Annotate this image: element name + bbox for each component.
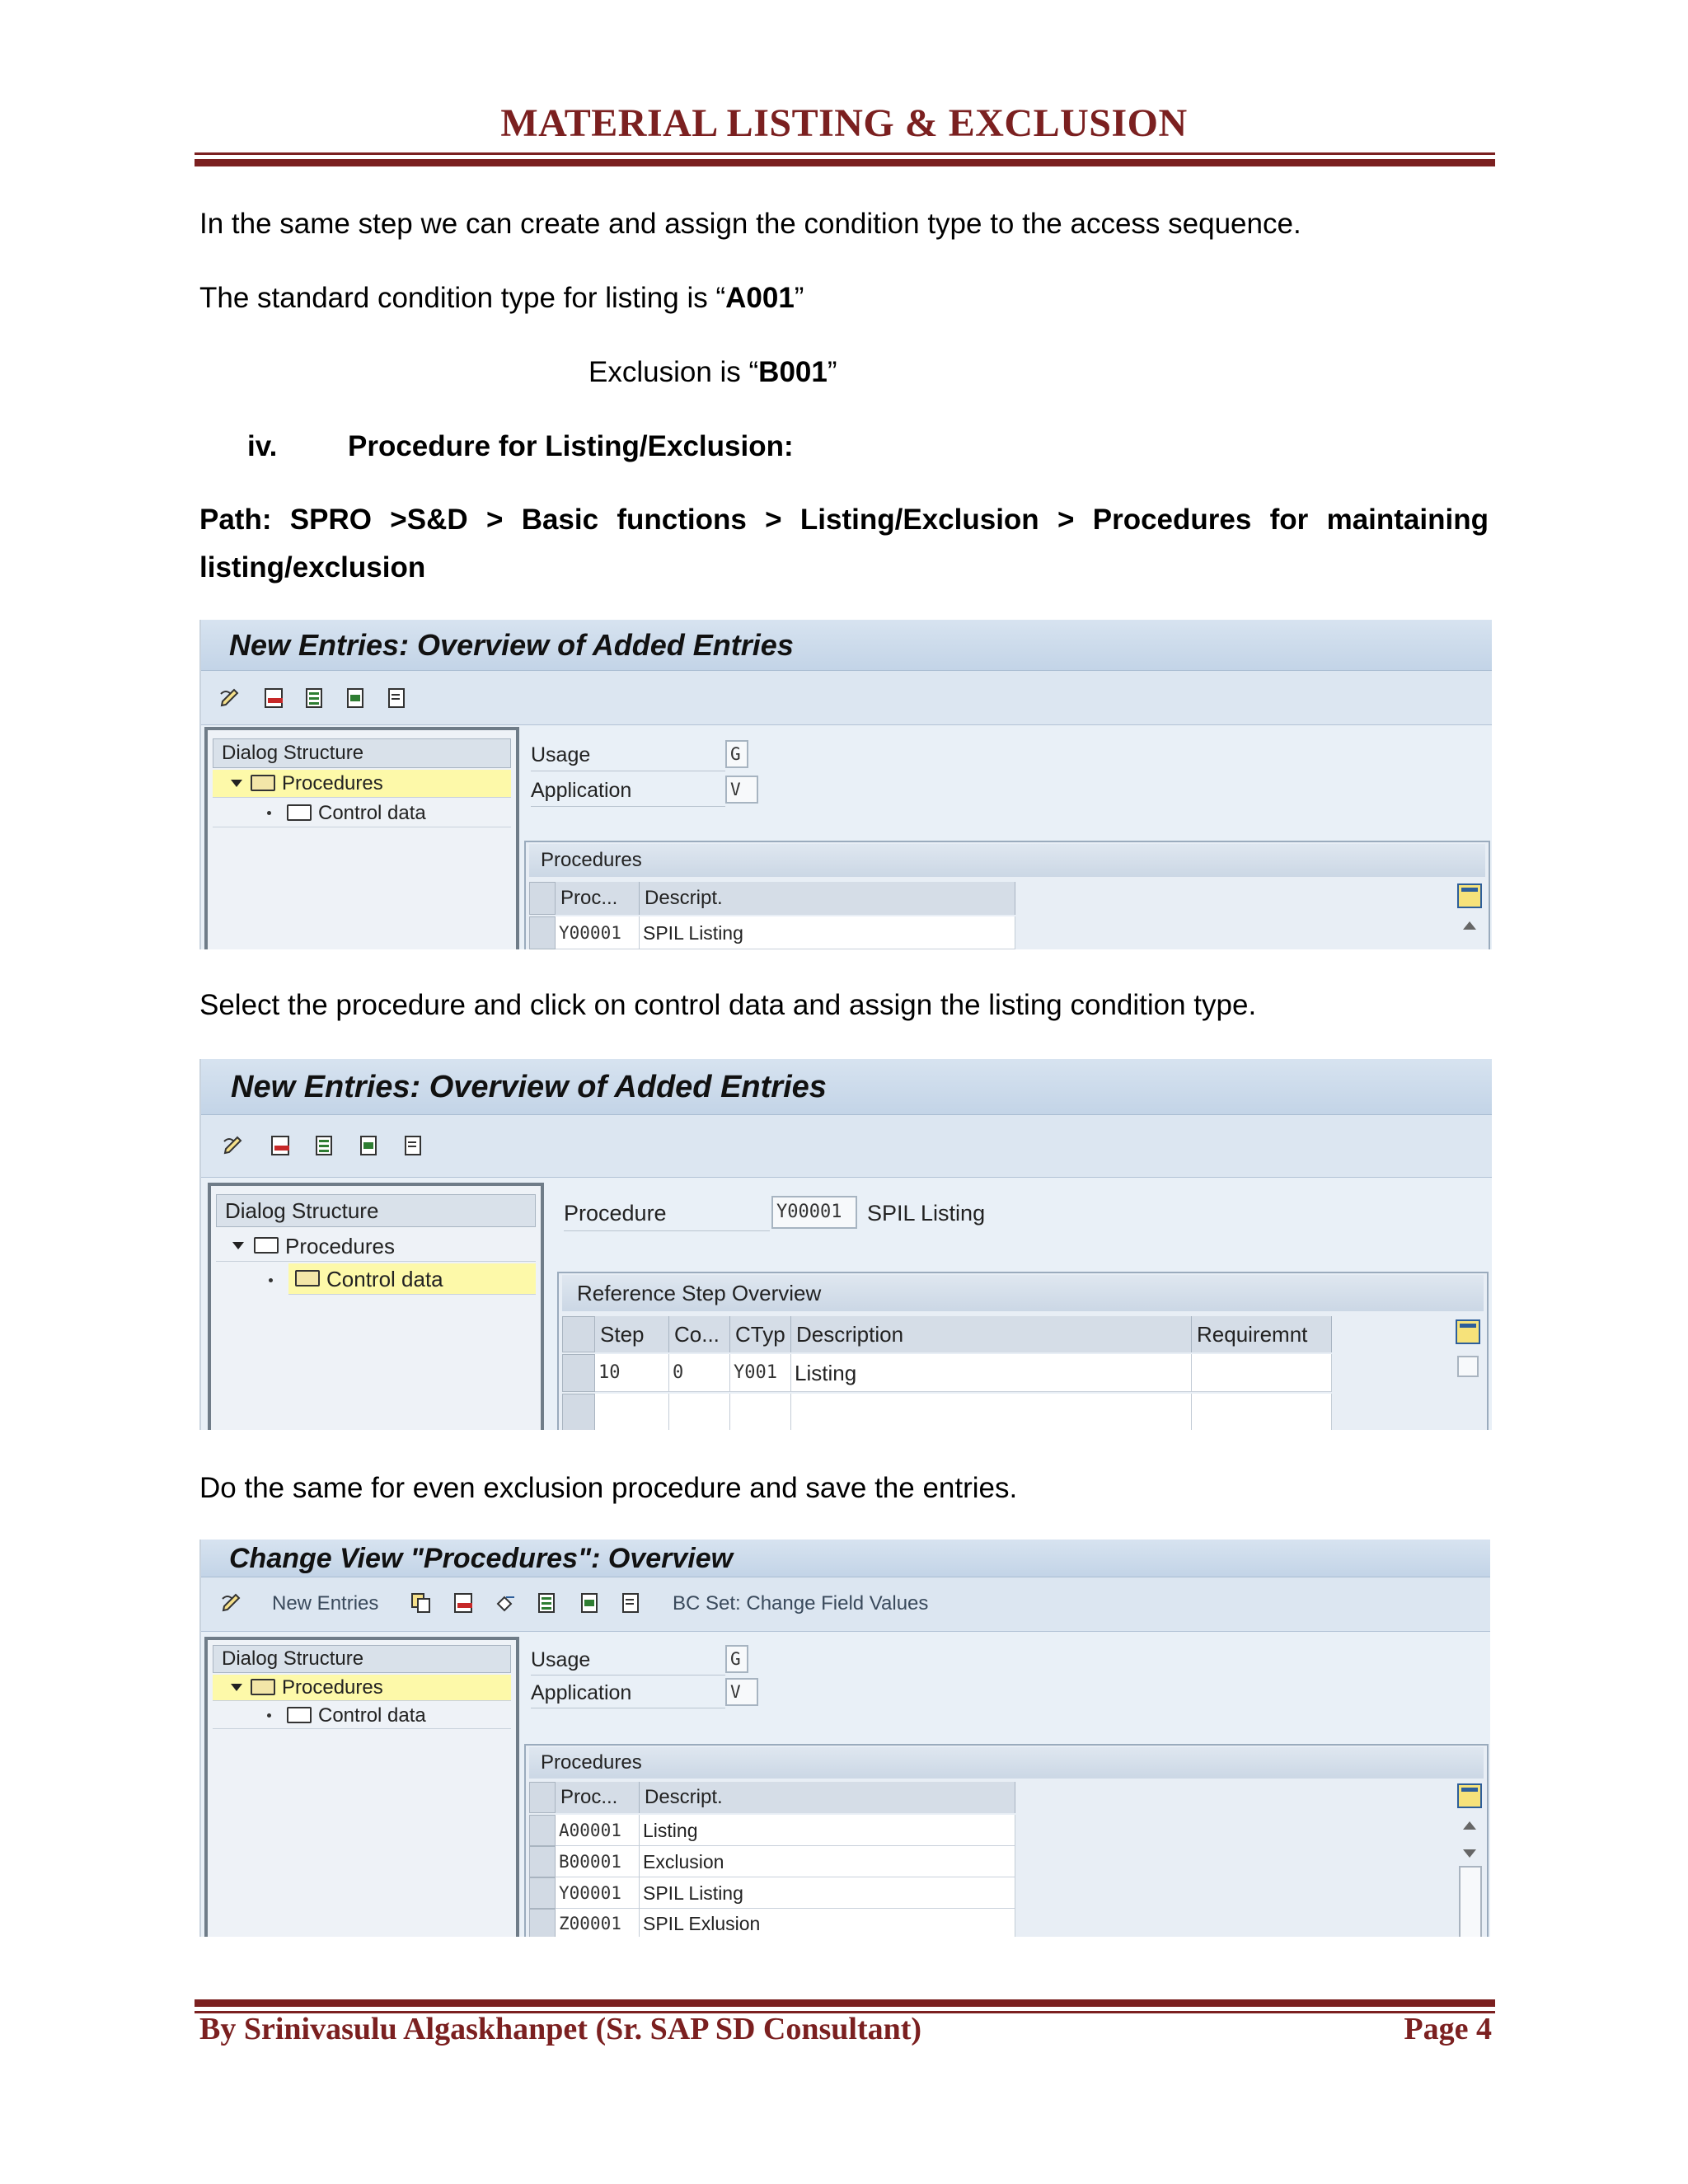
row-selector[interactable] [529, 1846, 556, 1877]
select-all-rows-button[interactable] [529, 1782, 556, 1813]
footer-author: By Srinivasulu Algaskhanpet (Sr. SAP SD Consultant) [199, 2012, 922, 2046]
path-part: >S&D [390, 504, 468, 536]
table-cell[interactable]: B00001 [556, 1846, 640, 1877]
tree-item-control-data[interactable] [213, 799, 511, 827]
scroll-down-icon[interactable] [1463, 1849, 1476, 1858]
select-block-icon[interactable] [359, 1135, 381, 1156]
scrollbar[interactable] [1459, 1866, 1482, 1937]
path-part: maintaining [1326, 504, 1489, 536]
delete-row-icon[interactable] [264, 687, 285, 709]
section-number: iv. [247, 430, 278, 462]
select-all-icon[interactable] [305, 687, 326, 709]
toolbar [201, 671, 1492, 725]
path-part: Path: [199, 504, 272, 536]
tree-item-label: Control data [326, 1267, 443, 1291]
paragraph-2-text: The standard condition type for listing is “ [199, 282, 726, 314]
expand-arrow-icon[interactable] [231, 780, 242, 787]
application-label: Application [531, 1678, 725, 1708]
procedure-name: SPIL Listing [867, 1201, 986, 1226]
toolbar [201, 1577, 1490, 1632]
table-cell[interactable]: 10 [595, 1354, 669, 1392]
select-all-icon[interactable] [315, 1135, 336, 1156]
folder-open-icon [251, 775, 275, 791]
table-cell[interactable]: Y00001 [556, 1877, 640, 1909]
select-all-rows-button[interactable] [562, 1316, 595, 1352]
paragraph-3 [588, 354, 837, 391]
path-part: SPRO [289, 504, 372, 536]
column-header[interactable]: Proc... [556, 1782, 640, 1813]
table-cell[interactable]: Listing [791, 1354, 1192, 1392]
column-header[interactable]: CTyp [730, 1316, 791, 1352]
path-part: > [765, 504, 782, 536]
select-all-rows-button[interactable] [529, 882, 556, 915]
usage-label: Usage [531, 739, 725, 771]
bullet-icon [269, 1278, 273, 1282]
exclusion-code: B001 [758, 356, 828, 388]
row-selector[interactable] [529, 916, 556, 949]
procedure-field[interactable]: Y00001 [771, 1196, 857, 1229]
new-entries-button[interactable]: New Entries [272, 1592, 379, 1615]
table-cell[interactable]: SPIL Exlusion [640, 1909, 1015, 1937]
tree-item-procedures[interactable] [213, 1675, 511, 1701]
paragraph-5: Do the same for even exclusion procedure and save the entries. [199, 1472, 1018, 1504]
deselect-icon[interactable] [621, 1592, 643, 1614]
bullet-icon [267, 1713, 271, 1718]
table-cell[interactable]: SPIL Listing [640, 916, 1015, 949]
expand-arrow-icon[interactable] [232, 1242, 244, 1249]
column-header[interactable]: Description [791, 1316, 1192, 1352]
delete-row-icon[interactable] [270, 1135, 292, 1156]
undo-icon[interactable] [495, 1592, 516, 1614]
select-block-icon[interactable] [580, 1592, 602, 1614]
table-cell[interactable] [1192, 1354, 1332, 1392]
paragraph-3-text: Exclusion is “ [588, 356, 759, 388]
page-title: MATERIAL LISTING & EXCLUSION [500, 101, 1188, 145]
usage-field[interactable]: G [725, 1645, 748, 1673]
application-field[interactable]: V [725, 1678, 758, 1706]
dialog-structure-panel [208, 1183, 544, 1430]
application-label: Application [531, 775, 725, 807]
dialog-structure-header: Dialog Structure [216, 1194, 536, 1227]
deselect-icon[interactable] [404, 1135, 425, 1156]
reference-step-table [557, 1272, 1489, 1430]
column-header[interactable]: Requiremnt [1192, 1316, 1332, 1352]
column-header[interactable]: Proc... [556, 882, 640, 915]
edit-icon[interactable] [219, 687, 241, 709]
paragraph-1: In the same step we can create and assign the condition type to the access sequence. [199, 208, 1301, 240]
scrollbar[interactable] [1457, 1356, 1479, 1377]
edit-icon[interactable] [221, 1592, 242, 1614]
paragraph-3-quote: ” [827, 356, 837, 388]
dialog-structure-header: Dialog Structure [213, 1645, 511, 1673]
header-rule [195, 152, 1495, 166]
scroll-up-icon[interactable] [1463, 1821, 1476, 1830]
paragraph-2-quote: ” [794, 282, 804, 314]
dialog-structure-panel [204, 727, 519, 949]
column-header[interactable]: Co... [669, 1316, 730, 1352]
config-path [199, 496, 1489, 592]
tree-item-label: Procedures [282, 772, 383, 794]
table-cell[interactable]: Listing [640, 1815, 1015, 1846]
table-cell-empty[interactable] [730, 1394, 791, 1430]
bc-set-button[interactable]: BC Set: Change Field Values [673, 1592, 929, 1615]
listing-code: A001 [725, 282, 795, 314]
tree-item-procedures[interactable] [213, 770, 511, 798]
table-title: Procedures [529, 1747, 1484, 1779]
path-part: functions [617, 504, 747, 536]
folder-open-icon [251, 1679, 275, 1695]
procedures-table [524, 1744, 1489, 1937]
table-cell[interactable]: SPIL Listing [640, 1877, 1015, 1909]
screen-title: New Entries: Overview of Added Entries [201, 1059, 1492, 1115]
tree-item-label: Control data [318, 802, 426, 824]
table-settings-icon[interactable] [1457, 1783, 1482, 1808]
procedure-label: Procedure [564, 1196, 770, 1231]
path-part: Procedures [1092, 504, 1252, 536]
scroll-up-icon[interactable] [1463, 921, 1476, 930]
edit-icon[interactable] [223, 1135, 244, 1156]
footer-page-number: Page 4 [1404, 2012, 1492, 2046]
table-settings-icon[interactable] [1456, 1319, 1480, 1344]
expand-arrow-icon[interactable] [231, 1684, 242, 1691]
table-title: Procedures [529, 844, 1485, 877]
table-cell[interactable]: Y001 [730, 1354, 791, 1392]
sap-screen-3 [199, 1540, 1490, 1937]
column-header[interactable]: Descript. [640, 882, 1015, 915]
select-block-icon[interactable] [346, 687, 368, 709]
toolbar [201, 1115, 1492, 1178]
tree-item-label: Control data [318, 1704, 426, 1727]
tree-item-procedures[interactable] [216, 1230, 536, 1262]
screen-title: Change View "Procedures": Overview [201, 1540, 1490, 1577]
table-cell[interactable]: Z00001 [556, 1909, 640, 1937]
table-cell[interactable]: A00001 [556, 1815, 640, 1846]
delete-row-icon[interactable] [453, 1592, 475, 1614]
path-part: > [485, 504, 504, 536]
table-settings-icon[interactable] [1457, 883, 1482, 908]
row-selector[interactable] [529, 1877, 556, 1909]
row-selector[interactable] [562, 1394, 595, 1430]
path-part: > [1057, 504, 1075, 536]
screen-title: New Entries: Overview of Added Entries [201, 620, 1492, 671]
folder-icon [287, 804, 312, 821]
path-part: Basic [521, 504, 599, 536]
row-selector[interactable] [562, 1354, 595, 1392]
select-all-icon[interactable] [537, 1592, 559, 1614]
table-cell-empty[interactable] [669, 1394, 730, 1430]
tree-item-control-data[interactable] [213, 1703, 511, 1729]
sap-screen-1 [199, 620, 1492, 949]
path-part: Listing/Exclusion [799, 504, 1039, 536]
table-cell-empty[interactable] [1192, 1394, 1332, 1430]
paragraph-4: Select the procedure and click on control data and assign the listing condition type. [199, 989, 1257, 1021]
dialog-structure-header: Dialog Structure [213, 738, 511, 768]
table-cell-empty[interactable] [791, 1394, 1192, 1430]
dialog-structure-panel [204, 1637, 519, 1937]
table-cell-empty[interactable] [595, 1394, 669, 1430]
copy-icon[interactable] [410, 1592, 432, 1614]
tree-item-label: Procedures [285, 1234, 395, 1258]
path-line-2: listing/exclusion [199, 551, 426, 583]
usage-field[interactable]: G [725, 740, 748, 768]
tree-item-control-data[interactable] [288, 1263, 536, 1295]
table-cell[interactable]: Y00001 [556, 916, 640, 949]
table-cell[interactable]: 0 [669, 1354, 730, 1392]
row-selector[interactable] [529, 1909, 556, 1937]
usage-label: Usage [531, 1645, 725, 1675]
deselect-icon[interactable] [387, 687, 409, 709]
folder-icon [287, 1707, 312, 1723]
tree-item-label: Procedures [282, 1676, 383, 1699]
procedures-table [524, 841, 1490, 949]
column-header[interactable]: Step [595, 1316, 669, 1352]
table-title: Reference Step Overview [562, 1275, 1484, 1311]
path-part: for [1269, 504, 1309, 536]
folder-icon [254, 1237, 279, 1254]
table-cell[interactable]: Exclusion [640, 1846, 1015, 1877]
application-field[interactable]: V [725, 776, 758, 804]
paragraph-2 [199, 280, 804, 316]
row-selector[interactable] [529, 1815, 556, 1846]
folder-open-icon [295, 1270, 320, 1286]
sap-screen-2 [199, 1059, 1492, 1430]
section-heading: Procedure for Listing/Exclusion: [348, 430, 794, 462]
bullet-icon [267, 811, 271, 815]
column-header[interactable]: Descript. [640, 1782, 1015, 1813]
